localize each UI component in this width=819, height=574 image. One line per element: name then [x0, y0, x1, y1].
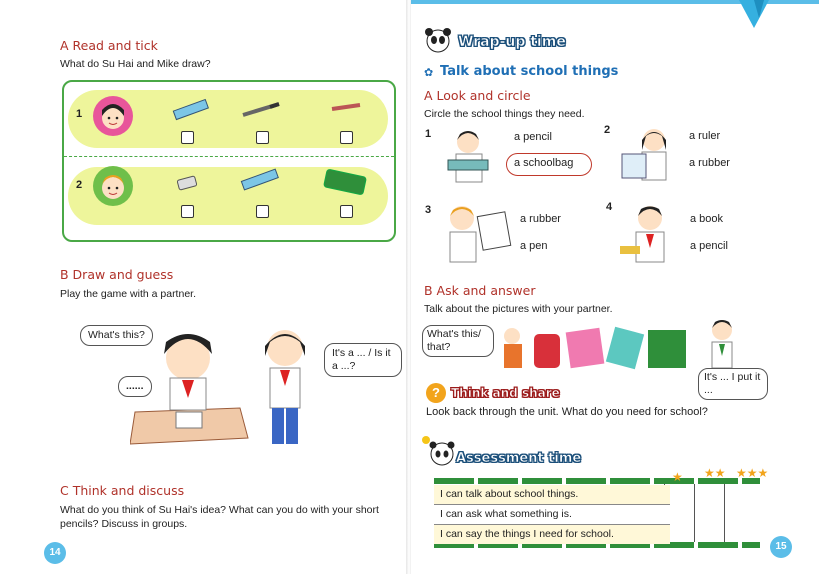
assessment-row-1: I can talk about school things.: [434, 485, 670, 505]
right-section-b-title: B Ask and answer: [424, 283, 536, 298]
checkbox-1-2[interactable]: [256, 131, 269, 144]
page-number-left: 14: [44, 542, 66, 564]
girl-guessing-illustration: [250, 322, 320, 457]
boy-picture-illustration: [440, 200, 512, 273]
circle-item-1-option-1: a pencil: [514, 131, 552, 143]
assessment-title: Assessment time: [456, 451, 582, 466]
circle-item-1-option-2: a schoolbag: [514, 157, 574, 169]
circle-item-2-number: 2: [604, 124, 611, 136]
panda-sun-icon: [420, 434, 456, 475]
checkbox-1-3[interactable]: [340, 131, 353, 144]
star-icon: ★: [672, 470, 683, 484]
ruler-icon: [172, 98, 210, 127]
girl-drawing-illustration: [130, 320, 250, 455]
checkbox-1-1[interactable]: [181, 131, 194, 144]
section-b-instruction: Play the game with a partner.: [60, 288, 196, 300]
circle-item-3-number: 3: [425, 204, 432, 216]
boy-books-illustration: [440, 126, 500, 193]
speech-bubble-guess: It's a ... / Is it a ...?: [324, 343, 402, 377]
speech-bubble-dots: ......: [118, 376, 152, 397]
leaf-decoration-icon: [729, 0, 779, 35]
section-b-title: B Draw and guess: [60, 267, 174, 282]
rubber-icon: [175, 174, 201, 197]
col-divider-2: [694, 484, 695, 542]
circle-item-1-number: 1: [425, 128, 432, 140]
ruler-icon: [240, 168, 280, 197]
boy-answer-illustration: [700, 316, 744, 375]
speech-bubble-it-is: It's ... I put it ...: [698, 368, 768, 400]
page-number-right: 15: [770, 536, 792, 558]
section-a-title: A Read and tick: [60, 38, 158, 53]
school-things-strip: [498, 324, 693, 372]
row-number-1: 1: [76, 108, 83, 120]
girl-desk-illustration: [620, 124, 682, 191]
question-icon: ?: [426, 383, 446, 403]
checkbox-2-1[interactable]: [181, 205, 194, 218]
assessment-row-3: I can say the things I need for school.: [434, 525, 670, 544]
section-a-instruction: What do Su Hai and Mike draw?: [60, 58, 211, 70]
circle-item-2-option-2: a rubber: [689, 157, 730, 169]
checkbox-2-2[interactable]: [256, 205, 269, 218]
checkbox-2-3[interactable]: [340, 205, 353, 218]
wrapup-title: Wrap-up time: [458, 34, 566, 50]
row-number-2: 2: [76, 179, 83, 191]
panda-icon: [423, 27, 453, 58]
left-page: [0, 0, 408, 574]
right-section-a-instruction: Circle the school things they need.: [424, 108, 585, 120]
right-section-b-instruction: Talk about the pictures with your partner.: [424, 303, 613, 315]
think-share-text: Look back through the unit. What do you need for school?: [426, 406, 708, 418]
su-hai-avatar: [93, 96, 133, 136]
circle-item-2-option-1: a ruler: [689, 130, 721, 142]
speech-bubble-whats-this: What's this?: [80, 325, 153, 346]
section-c-title: C Think and discuss: [60, 483, 185, 498]
section-c-instruction: What do you think of Su Hai's idea? What can you do with your short pencils? Discuss in groups.: [60, 504, 379, 530]
circle-item-3-option-1: a rubber: [520, 213, 561, 225]
circle-item-4-option-1: a book: [690, 213, 724, 225]
col-divider-3: [724, 484, 725, 542]
boy-thinking-illustration: [618, 200, 682, 271]
pen-icon: [240, 100, 282, 125]
circle-item-4-option-2: a pencil: [690, 240, 728, 252]
paw-icon: ✿: [424, 67, 434, 79]
pencil-case-icon: [322, 168, 368, 201]
think-share-title: Think and share: [451, 386, 560, 400]
star-icon: ★★★: [736, 466, 769, 480]
row-divider: [64, 156, 394, 157]
circle-item-3-option-2: a pen: [520, 240, 548, 252]
star-icon: ★★: [704, 466, 726, 480]
mike-avatar: [93, 166, 133, 206]
right-section-a-title: A Look and circle: [424, 88, 531, 103]
speech-bubble-what-is-this: What's this/ that?: [422, 325, 494, 357]
assessment-row-2: I can ask what something is.: [434, 505, 670, 525]
subheading: Talk about school things: [440, 64, 619, 79]
circle-item-4-number: 4: [606, 201, 613, 213]
pencil-icon: [330, 100, 362, 119]
